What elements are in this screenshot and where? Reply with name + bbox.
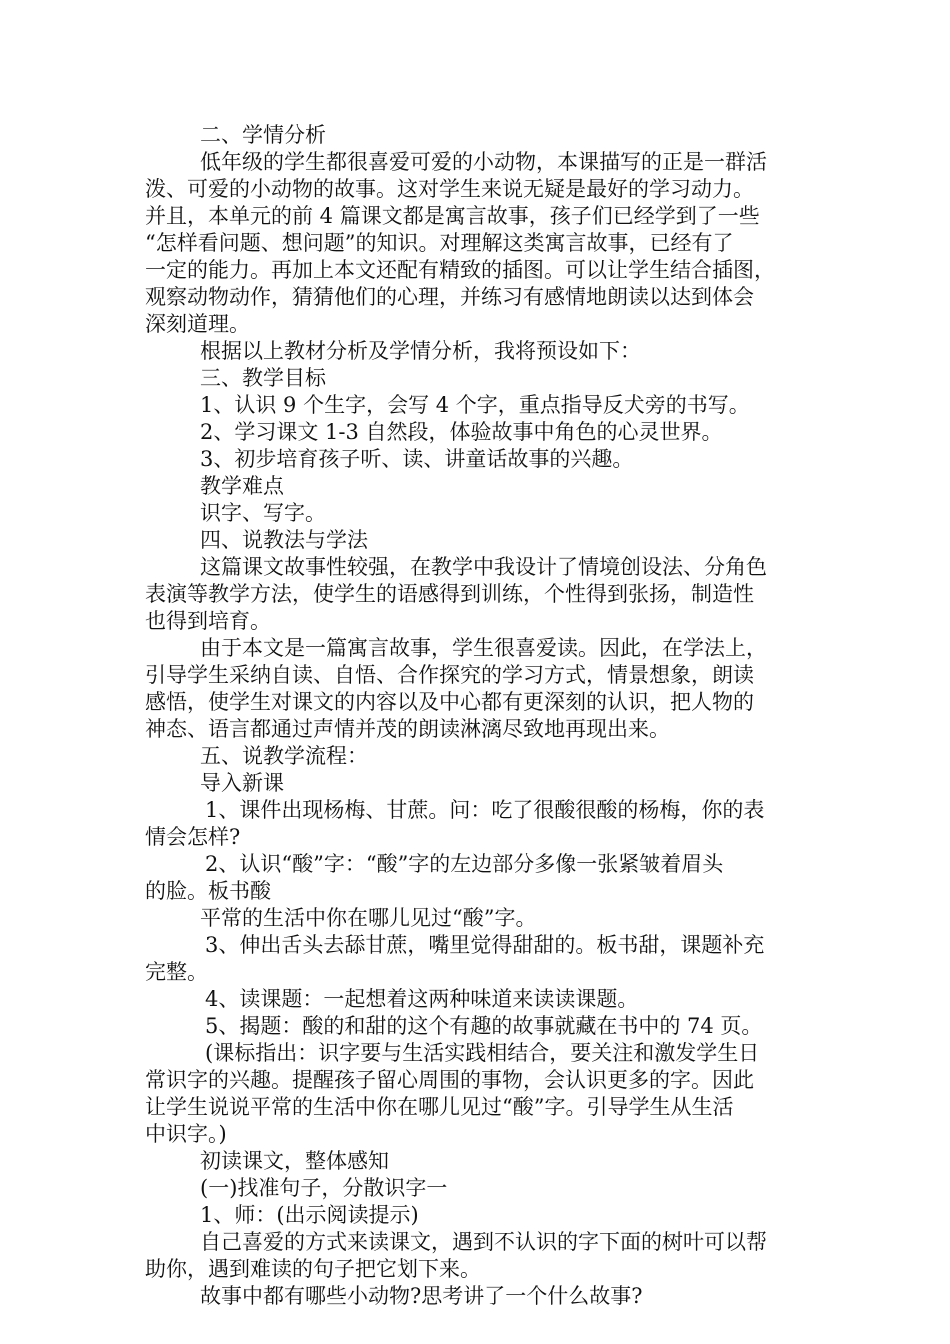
text-line: 故事中都有哪些小动物?思考讲了一个什么故事? — [200, 1284, 643, 1308]
text-line: 引导学生采纳自读、自悟、合作探究的学习方式，情景想象，朗读 — [145, 663, 754, 687]
text-line: 根据以上教材分析及学情分析，我将预设如下： — [200, 339, 641, 363]
text-line: 深刻道理。 — [145, 312, 250, 336]
heading-teaching-process: 五、说教学流程： — [200, 744, 368, 768]
subheading-intro: 导入新课 — [200, 771, 284, 795]
heading-difficulty: 教学难点 — [200, 474, 284, 498]
text-line: 泼、可爱的小动物的故事。这对学生来说无疑是最好的学习动力。 — [145, 177, 754, 201]
list-item: 2、学习课文 1-3 自然段，体验故事中角色的心灵世界。 — [200, 420, 723, 444]
text-line: 感悟，使学生对课文的内容以及中心都有更深刻的认识，把人物的 — [145, 690, 754, 714]
list-item: 2、认识“酸”字：“酸”字的左边部分多像一张紧皱着眉头 — [205, 852, 724, 876]
text-line: 情会怎样? — [145, 825, 241, 849]
list-item: 1、认识 9 个生字，会写 4 个字，重点指导反犬旁的书写。 — [200, 393, 750, 417]
text-line: 常识字的兴趣。提醒孩子留心周围的事物，会认识更多的字。因此 — [145, 1068, 754, 1092]
list-item: 5、揭题：酸的和甜的这个有趣的故事就藏在书中的 74 页。 — [205, 1014, 763, 1038]
subheading-sentences: (一)找准句子，分散识字一 — [200, 1176, 448, 1200]
text-line: 助你，遇到难读的句子把它划下来。 — [145, 1257, 481, 1281]
text-line: 完整。 — [145, 960, 208, 984]
text-line: 的脸。板书酸 — [145, 879, 271, 903]
text-line: 让学生说说平常的生活中你在哪儿见过“酸”字。引导学生从生活 — [145, 1095, 734, 1119]
heading-teaching-goals: 三、教学目标 — [200, 366, 326, 390]
list-item: 3、伸出舌头去舔甘蔗，嘴里觉得甜甜的。板书甜，课题补充 — [205, 933, 765, 957]
heading-learner-analysis: 二、学情分析 — [200, 123, 326, 147]
text-line: 识字、写字。 — [200, 501, 326, 525]
text-line: “怎样看问题、想问题”的知识。对理解这类寓言故事，已经有了 — [145, 231, 734, 255]
text-line: 神态、语言都通过声情并茂的朗读淋漓尽致地再现出来。 — [145, 717, 670, 741]
text-line: 低年级的学生都很喜爱可爱的小动物，本课描写的正是一群活 — [200, 150, 767, 174]
list-item: 4、读课题：一起想着这两种味道来读读课题。 — [205, 987, 639, 1011]
text-line: 这篇课文故事性较强，在教学中我设计了情境创设法、分角色 — [200, 555, 767, 579]
text-line: 表演等教学方法，使学生的语感得到训练，个性得到张扬，制造性 — [145, 582, 754, 606]
list-item: 3、初步培育孩子听、读、讲童话故事的兴趣。 — [200, 447, 634, 471]
heading-methods: 四、说教法与学法 — [200, 528, 368, 552]
text-line: 并且，本单元的前 4 篇课文都是寓言故事，孩子们已经学到了一些 — [145, 204, 760, 228]
text-line: 由于本文是一篇寓言故事，学生很喜爱读。因此，在学法上， — [200, 636, 767, 660]
text-line: 一定的能力。再加上本文还配有精致的插图。可以让学生结合插图， — [145, 258, 775, 282]
subheading-first-reading: 初读课文，整体感知 — [200, 1149, 389, 1173]
text-line: 平常的生活中你在哪儿见过“酸”字。 — [200, 906, 537, 930]
text-line: 中识字。) — [145, 1122, 227, 1146]
text-line: (课标指出：识字要与生活实践相结合，要关注和激发学生日 — [205, 1041, 760, 1065]
text-line: 自己喜爱的方式来读课文，遇到不认识的字下面的树叶可以帮 — [200, 1230, 767, 1254]
text-line: 观察动物动作，猜猜他们的心理，并练习有感情地朗读以达到体会 — [145, 285, 754, 309]
text-line: 也得到培育。 — [145, 609, 271, 633]
list-item: 1、师：(出示阅读提示) — [200, 1203, 419, 1227]
list-item: 1、课件出现杨梅、甘蔗。问：吃了很酸很酸的杨梅，你的表 — [205, 798, 765, 822]
